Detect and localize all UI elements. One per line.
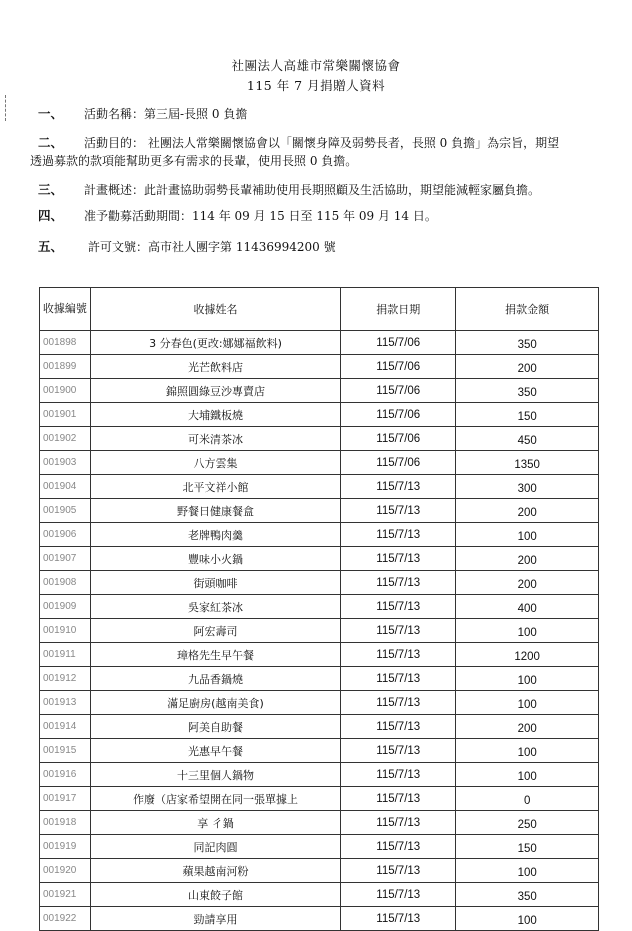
table-row (40, 763, 599, 787)
donation-date-cell: 115/7/06 (341, 403, 456, 427)
receipt-no-cell: 001912 (40, 667, 91, 691)
donation-amount-cell: 1200 (456, 643, 599, 667)
donation-date-cell: 115/7/06 (341, 451, 456, 475)
donor-table (39, 287, 599, 931)
donation-amount-cell: 200 (456, 499, 599, 523)
receipt-name-cell: 阿美自助餐 (90, 715, 340, 739)
section-text: 准予勸募活動期間：114 年 09 月 15 日至 115 年 09 月 14 日。 (84, 209, 437, 223)
receipt-name-cell: 可米清茶冰 (90, 427, 340, 451)
donation-amount-cell: 150 (456, 403, 599, 427)
receipt-no-cell: 001919 (40, 835, 91, 859)
receipt-no-cell: 001900 (40, 379, 91, 403)
donation-amount-cell: 200 (456, 355, 599, 379)
donation-date-cell: 115/7/13 (341, 763, 456, 787)
table-row (40, 475, 599, 499)
table-row (40, 547, 599, 571)
header-receipt-name: 收據姓名 (90, 288, 340, 331)
table-row (40, 403, 599, 427)
receipt-name-cell: 九品香鍋燒 (90, 667, 340, 691)
section-number: 三、 (38, 182, 64, 197)
receipt-no-cell: 001913 (40, 691, 91, 715)
donation-amount-cell: 100 (456, 763, 599, 787)
table-row (40, 499, 599, 523)
donation-amount-cell: 200 (456, 547, 599, 571)
donation-date-cell: 115/7/13 (341, 667, 456, 691)
section-number: 一、 (38, 106, 64, 121)
receipt-no-cell: 001901 (40, 403, 91, 427)
receipt-no-cell: 001908 (40, 571, 91, 595)
receipt-no-cell: 001906 (40, 523, 91, 547)
donation-amount-cell: 100 (456, 907, 599, 931)
receipt-no-cell: 001922 (40, 907, 91, 931)
donation-amount-cell: 1350 (456, 451, 599, 475)
donation-date-cell: 115/7/13 (341, 907, 456, 931)
receipt-no-cell: 001902 (40, 427, 91, 451)
receipt-no-cell: 001899 (40, 355, 91, 379)
donation-amount-cell: 350 (456, 379, 599, 403)
donation-date-cell: 115/7/06 (341, 331, 456, 355)
donation-amount-cell: 100 (456, 859, 599, 883)
donation-amount-cell: 100 (456, 667, 599, 691)
receipt-no-cell: 001915 (40, 739, 91, 763)
donation-date-cell: 115/7/13 (341, 859, 456, 883)
receipt-name-cell: 豐味小火鍋 (90, 547, 340, 571)
receipt-no-cell: 001907 (40, 547, 91, 571)
receipt-no-cell: 001914 (40, 715, 91, 739)
donation-date-cell: 115/7/13 (341, 475, 456, 499)
table-row (40, 523, 599, 547)
receipt-name-cell: 蘋果越南河粉 (90, 859, 340, 883)
receipt-name-cell: 街頭咖啡 (90, 571, 340, 595)
receipt-no-cell: 001904 (40, 475, 91, 499)
table-row (40, 619, 599, 643)
receipt-name-cell: 十三里個人鍋物 (90, 763, 340, 787)
table-row (40, 739, 599, 763)
donation-amount-cell: 450 (456, 427, 599, 451)
receipt-no-cell: 001905 (40, 499, 91, 523)
header-donation-amount: 捐款金額 (456, 288, 599, 331)
donation-amount-cell: 200 (456, 571, 599, 595)
section-text-continued: 透過募款的款項能幫助更多有需求的長輩，使用長照 0 負擔。 (30, 154, 358, 168)
table-row (40, 787, 599, 811)
donation-date-cell: 115/7/13 (341, 811, 456, 835)
table-row (40, 859, 599, 883)
table-row (40, 811, 599, 835)
section-text: 許可文號：高市社人團字第 11436994200 號 (88, 240, 336, 254)
receipt-name-cell: 阿宏壽司 (90, 619, 340, 643)
donation-date-cell: 115/7/13 (341, 547, 456, 571)
receipt-name-cell: 同記肉圓 (90, 835, 340, 859)
donation-date-cell: 115/7/13 (341, 715, 456, 739)
donation-amount-cell: 250 (456, 811, 599, 835)
receipt-name-cell: 作廢（店家希望開在同一張單據上 (90, 787, 340, 811)
receipt-name-cell: 滿足廚房(越南美食) (90, 691, 340, 715)
donation-date-cell: 115/7/13 (341, 619, 456, 643)
donation-amount-cell: 0 (456, 787, 599, 811)
receipt-name-cell: 享 彳鍋 (90, 811, 340, 835)
receipt-name-cell: 八方雲集 (90, 451, 340, 475)
donation-date-cell: 115/7/06 (341, 427, 456, 451)
donation-date-cell: 115/7/13 (341, 835, 456, 859)
table-row (40, 835, 599, 859)
org-title: 社團法人高雄市常樂關懷協會 (231, 58, 401, 73)
receipt-name-cell: 3 分春色(更改:娜娜福飲料) (90, 331, 340, 355)
receipt-name-cell: 北平文祥小館 (90, 475, 340, 499)
table-row (40, 907, 599, 931)
donation-date-cell: 115/7/13 (341, 739, 456, 763)
receipt-no-cell: 001910 (40, 619, 91, 643)
table-row (40, 715, 599, 739)
donation-date-cell: 115/7/13 (341, 571, 456, 595)
receipt-name-cell: 老牌鴨肉羹 (90, 523, 340, 547)
section-text: 活動名稱：第三屆-長照 0 負擔 (84, 107, 248, 121)
section-number: 二、 (38, 135, 64, 150)
receipt-name-cell: 大埔鐵板燒 (90, 403, 340, 427)
table-row (40, 451, 599, 475)
receipt-no-cell: 001911 (40, 643, 91, 667)
donation-amount-cell: 100 (456, 523, 599, 547)
table-row (40, 571, 599, 595)
receipt-name-cell: 勁請享用 (90, 907, 340, 931)
donation-amount-cell: 100 (456, 619, 599, 643)
section-number: 五、 (38, 239, 64, 254)
donation-amount-cell: 200 (456, 715, 599, 739)
donation-date-cell: 115/7/06 (341, 355, 456, 379)
table-row (40, 595, 599, 619)
donation-date-cell: 115/7/13 (341, 883, 456, 907)
donation-date-cell: 115/7/13 (341, 643, 456, 667)
report-subtitle: 115 年 7 月捐贈人資料 (246, 78, 386, 93)
donation-date-cell: 115/7/13 (341, 787, 456, 811)
donation-date-cell: 115/7/06 (341, 379, 456, 403)
table-row (40, 643, 599, 667)
receipt-no-cell: 001903 (40, 451, 91, 475)
table-header-row (40, 288, 599, 331)
table-row (40, 331, 599, 355)
table-body (40, 331, 599, 931)
donation-date-cell: 115/7/13 (341, 523, 456, 547)
donation-amount-cell: 300 (456, 475, 599, 499)
receipt-name-cell: 光芒飲料店 (90, 355, 340, 379)
donation-amount-cell: 350 (456, 331, 599, 355)
section-text: 計畫概述：此計畫協助弱勢長輩補助使用長期照顧及生活協助，期望能減輕家屬負擔。 (84, 183, 541, 197)
section-text: 活動目的： 社團法人常樂關懷協會以「關懷身障及弱勢長者，長照 0 負擔」為宗旨，期望 (84, 136, 560, 150)
table-row (40, 355, 599, 379)
donation-amount-cell: 350 (456, 883, 599, 907)
donation-amount-cell: 100 (456, 739, 599, 763)
receipt-name-cell: 錦照圓綠豆沙專賣店 (90, 379, 340, 403)
receipt-no-cell: 001920 (40, 859, 91, 883)
receipt-no-cell: 001916 (40, 763, 91, 787)
donation-date-cell: 115/7/13 (341, 595, 456, 619)
receipt-no-cell: 001918 (40, 811, 91, 835)
table-row (40, 691, 599, 715)
receipt-no-cell: 001909 (40, 595, 91, 619)
table-row (40, 883, 599, 907)
donation-date-cell: 115/7/13 (341, 499, 456, 523)
table-row (40, 427, 599, 451)
receipt-name-cell: 光惠早午餐 (90, 739, 340, 763)
table-row (40, 667, 599, 691)
receipt-no-cell: 001921 (40, 883, 91, 907)
receipt-name-cell: 璋格先生早午餐 (90, 643, 340, 667)
receipt-name-cell: 吳家紅茶冰 (90, 595, 340, 619)
header-donation-date: 捐款日期 (341, 288, 456, 331)
donation-date-cell: 115/7/13 (341, 691, 456, 715)
header-receipt-no: 收據編號 (40, 288, 91, 331)
receipt-no-cell: 001898 (40, 331, 91, 355)
donation-amount-cell: 400 (456, 595, 599, 619)
section-number: 四、 (38, 208, 64, 223)
scan-margin-mark (5, 95, 8, 121)
table-row (40, 379, 599, 403)
receipt-name-cell: 野餐日健康餐盒 (90, 499, 340, 523)
receipt-no-cell: 001917 (40, 787, 91, 811)
donation-amount-cell: 100 (456, 691, 599, 715)
receipt-name-cell: 山東餃子館 (90, 883, 340, 907)
donation-amount-cell: 150 (456, 835, 599, 859)
